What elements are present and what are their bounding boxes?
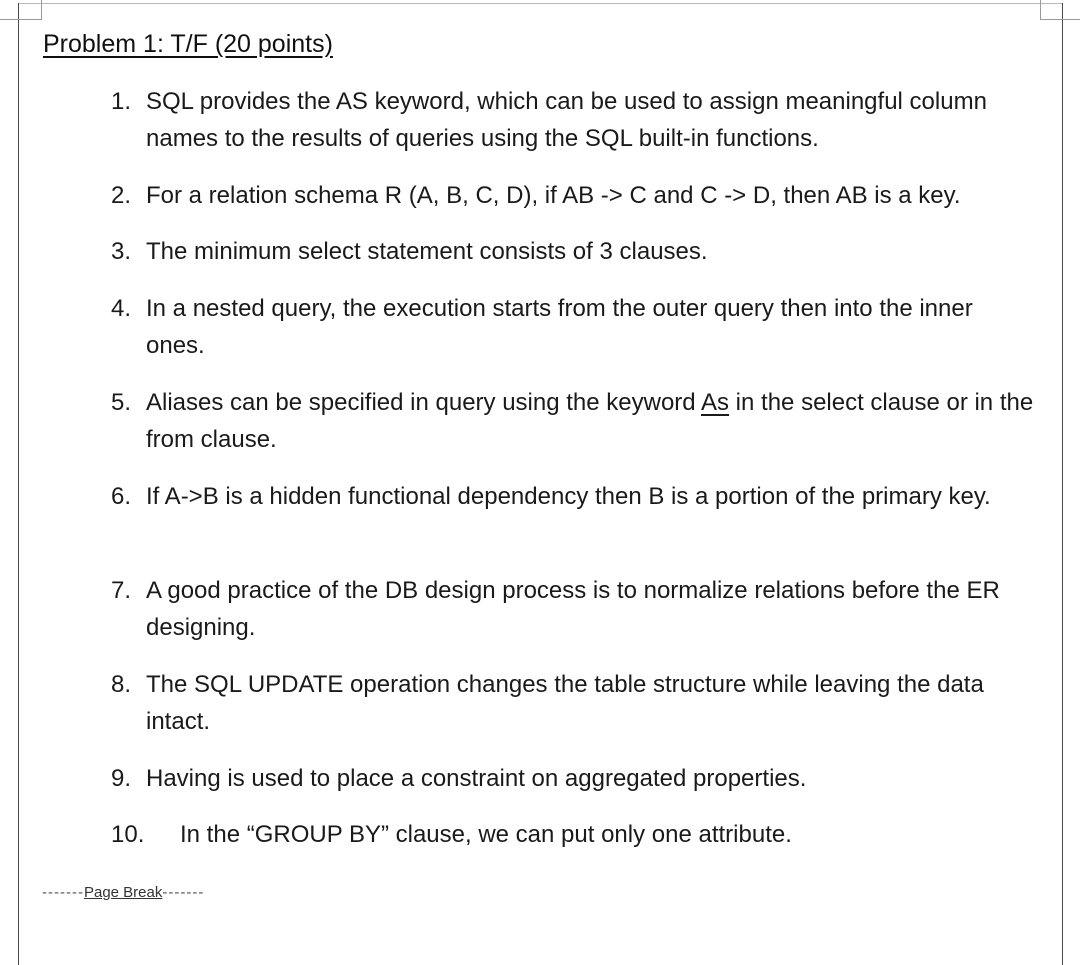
question-text: SQL provides the AS keyword, which can be used to assign meaningful column names to the results of queries using the SQL built-in functions. — [146, 88, 987, 152]
page-frame-left — [18, 3, 19, 965]
page-frame-top — [18, 3, 1062, 4]
crop-mark-top-right — [1040, 19, 1080, 20]
crop-mark-top-right-vertical — [1040, 0, 1041, 20]
crop-mark-top-left — [0, 19, 42, 20]
page-break-trailing-dashes: ------- — [162, 884, 205, 901]
question-number: 5. — [111, 389, 132, 416]
question-number: 4. — [111, 295, 132, 322]
question-number: 2. — [111, 182, 132, 209]
question-text: If A->B is a hidden functional dependency then B is a portion of the primary key. — [146, 483, 991, 510]
question-number: 7. — [111, 577, 132, 604]
question-number: 1. — [111, 88, 132, 115]
page-break-label: Page Break — [83, 884, 163, 901]
question-number: 3. — [111, 238, 132, 265]
question-text: In the “GROUP BY” clause, we can put only one attribute. — [180, 821, 792, 848]
question-text: The SQL UPDATE operation changes the table structure while leaving the data intact. — [146, 671, 984, 735]
question-number: 9. — [111, 765, 132, 792]
question-text-before: Aliases can be specified in query using the keyword — [146, 389, 701, 416]
page-break-marker — [42, 884, 204, 901]
keyword-as: As — [701, 389, 730, 416]
page-break-leading-dashes: ------- — [42, 884, 84, 901]
question-text-after: in the select clause or in the from clause. — [146, 389, 1034, 453]
question-text: For a relation schema R (A, B, C, D), if AB -> C and C -> D, then AB is a key. — [146, 182, 961, 209]
question-text: In a nested query, the execution starts from the outer query then into the inner ones. — [146, 295, 973, 359]
question-text — [146, 384, 1036, 458]
question-number: 8. — [111, 671, 132, 698]
question-number: 6. — [111, 483, 132, 510]
question-text: Having is used to place a constraint on aggregated properties. — [146, 765, 807, 792]
question-text: The minimum select statement consists of 3 clauses. — [146, 238, 708, 265]
problem-heading: Problem 1: T/F (20 points) — [43, 30, 333, 58]
question-text: A good practice of the DB design process is to normalize relations before the ER designing. — [146, 577, 1000, 641]
crop-mark-top-left-vertical — [41, 0, 42, 20]
question-number: 10. — [111, 821, 145, 848]
